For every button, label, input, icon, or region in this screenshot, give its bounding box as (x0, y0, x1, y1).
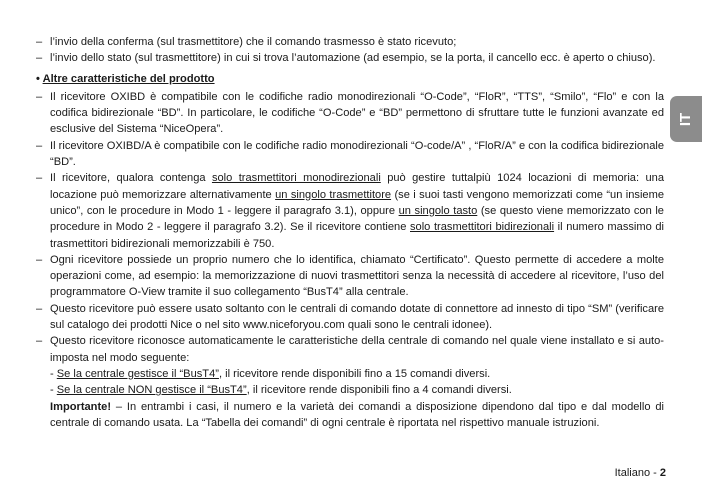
underlined-text: solo trasmettitori monodirezionali (211, 172, 381, 185)
list-item (36, 89, 664, 138)
text-run: (se questo viene memorizzato con le procedure in Modo 2 - leggere il paragrafo 3.2). Se il ricevitore contiene (50, 204, 664, 234)
heading-label: Altre caratteristiche del prodotto (42, 72, 215, 85)
dash-marker: – (36, 253, 43, 266)
text-run: - (50, 367, 57, 380)
text-run: , il ricevitore rende disponibili fino a 4 comandi diversi. (246, 384, 512, 397)
important-note (36, 399, 664, 432)
list-item (36, 252, 664, 301)
text-run: – In entrambi i casi, il numero e la varietà dei comandi a disposizione dipendono dal tipo e dal modello di centrale di comando usata. La “Tabella dei comandi” di ogni centrale è riportata nel rispettivo manuale istruzioni. (50, 400, 664, 429)
dash-marker: – (36, 172, 43, 185)
list-item-text: Il ricevitore OXIBD/A è compatibile con le codifiche radio monodirezionali “O-code/A” , “FloR/A” e con la codifica bidirezionale “BD”. (50, 139, 664, 169)
sub-item (36, 382, 664, 398)
list-item-text: Ogni ricevitore possiede un proprio numero che lo identifica, chiamato “Certificato”. Questo permette di accedere a molte operazioni come, ad esempio: la memorizzazione di nuovi trasmettitori senza la necessità di accedere al ricevitore, l’uso del programmatore O-View tramite il suo collegamento “BusT4” alla centrale. (50, 253, 664, 299)
underlined-text: un singolo trasmettitore (275, 188, 392, 201)
dash-marker: – (36, 36, 43, 48)
document-body (36, 34, 664, 431)
text-run: il numero massimo di trasmettitori bidirezionali memorizzabili è 750. (50, 221, 665, 250)
text-run: Il ricevitore, qualora contenga (50, 172, 212, 185)
language-tab-label: IT (677, 112, 695, 126)
dash-marker: – (36, 90, 43, 103)
text-run: - (50, 384, 57, 397)
text-run: , il ricevitore rende disponibili fino a 15 comandi diversi. (218, 367, 491, 380)
dash-marker: – (36, 335, 43, 348)
sub-item (36, 366, 664, 382)
list-item-text: Questo ricevitore riconosce automaticamente le caratteristiche della centrale di comando nel quale viene installato e si auto-imposta nel modo seguente: (50, 335, 664, 364)
text-run: può gestire tuttalpiù 1024 locazioni di memoria: una locazione può memorizzare alternativamente (50, 172, 664, 201)
underlined-text: solo trasmettitori bidirezionali (410, 221, 555, 234)
list-item-text: Il ricevitore OXIBD è compatibile con le codifiche radio monodirezionali “O-Code”, “FloR”, “TTS”, “Smilo”, “Flo” e con la codifica bidirezionale “BD”. In particolare, le codifiche “O-Code” e “BD” permettono di sfruttare tutte le funzioni avanzate ed esclusive del Sistema “NiceOpera”. (50, 90, 664, 136)
list-item (36, 50, 664, 66)
footer-language: Italiano - (614, 467, 660, 479)
important-label: Importante! (50, 400, 112, 413)
dash-marker: – (36, 302, 43, 315)
list-item-text: Questo ricevitore può essere usato soltanto con le centrali di comando dotate di connettore ad innesto di tipo “SM” (verificare sul catalogo dei prodotti Nice o nel sito www.niceforyou.com quali sono le centrali idonee). (50, 302, 664, 332)
underlined-text: un singolo tasto (398, 204, 478, 217)
language-tab (670, 96, 702, 142)
list-item (36, 301, 664, 334)
underlined-text: Se la centrale gestisce il “BusT4” (56, 367, 219, 380)
list-item-text: l’invio dello stato (sul trasmettitore) in cui si trova l’automazione (ad esempio, se la porta, il cancello ecc. è aperto o chiuso). (50, 52, 656, 65)
list-item (36, 138, 664, 171)
list-item-text (50, 170, 664, 251)
list-item (36, 34, 664, 50)
underlined-text: Se la centrale NON gestisce il “BusT4” (56, 384, 247, 397)
page-number: 2 (659, 467, 666, 479)
list-item (36, 333, 664, 366)
text-run: (se i suoi tasti vengono memorizzati come “un insieme unico”, con le procedure in Modo 1 - leggere il paragrafo 3.1), oppure (50, 188, 665, 217)
heading-bullet: • (36, 72, 40, 85)
list-item-text: l’invio della conferma (sul trasmettitore) che il comando trasmesso è stato ricevuto; (50, 36, 457, 48)
list-item (36, 170, 664, 251)
section-heading (36, 71, 664, 87)
dash-marker: – (36, 52, 43, 65)
dash-marker: – (36, 139, 43, 152)
page-footer (615, 467, 666, 479)
